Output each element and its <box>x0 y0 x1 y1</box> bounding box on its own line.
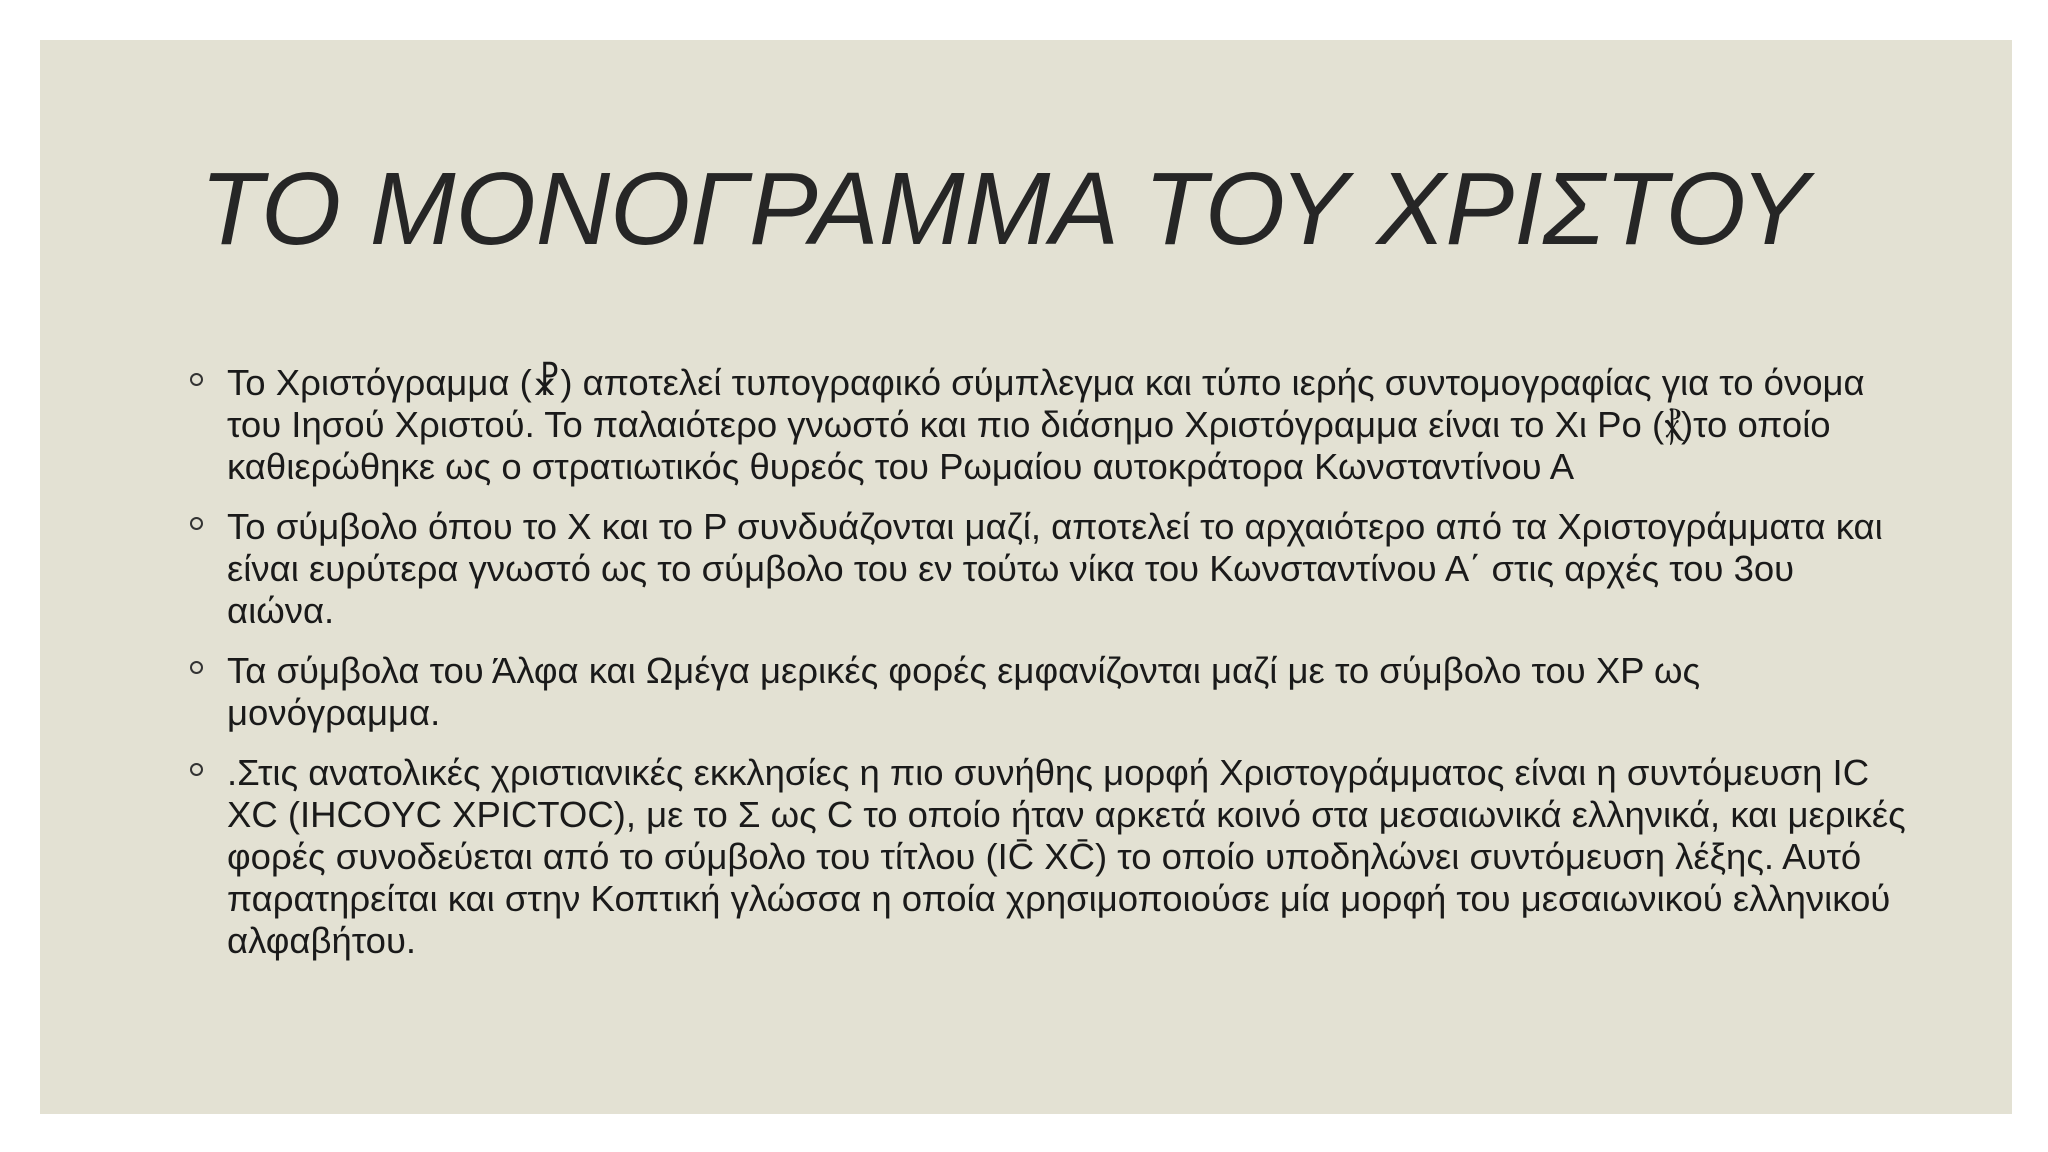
bullet-text: .Στις ανατολικές χριστιανικές εκκλησίες η πιο συνήθης μορφή Χριστογράμματος είναι η συντόμευση IC XC (IHCOYC XPICTOC), με το Σ ως C το οποίο ήταν αρκετά κοινό στα μεσαιωνικά ελληνικά, και μερικές φορές συνοδεύεται από το σύμβολο του τίτλου (IC̄ XC̄) το οποίο υποδηλώνει συντόμευση λέξης. Αυτό παρατηρείται και στην Κοπτική γλώσσα η οποία χρησιμοποιούσε μία μορφή του μεσαιωνικού ελληνικού αλφαβήτου. <box>227 752 1906 961</box>
bullet-item <box>190 362 1910 488</box>
bullet-item <box>190 506 1910 632</box>
bullet-item <box>190 752 1910 962</box>
bullet-text: Το Χριστόγραμμα (☧) αποτελεί τυπογραφικό σύμπλεγμα και τύπο ιερής συντομογραφίας για το όνομα του Ιησού Χριστού. Το παλαιότερο γνωστό και πιο διάσημο Χριστόγραμμα είναι το Χι Ρο (⳩)το οποίο καθιερώθηκε ως ο στρατιωτικός θυρεός του Ρωμαίου αυτοκράτορα Κωνσταντίνου Α <box>227 362 1865 487</box>
slide <box>40 40 2012 1114</box>
hollow-circle-bullet-icon <box>190 517 203 530</box>
bullet-list <box>190 362 1910 980</box>
bullet-text: Το σύμβολο όπου το Χ και το Ρ συνδυάζονται μαζί, αποτελεί το αρχαιότερο από τα Χριστογράμματα και είναι ευρύτερα γνωστό ως το σύμβολο του εν τούτω νίκα του Κωνσταντίνου Α΄ στις αρχές του 3ου αιώνα. <box>227 506 1883 631</box>
bullet-item <box>190 650 1910 734</box>
bullet-text: Τα σύμβολα του Άλφα και Ωμέγα μερικές φορές εμφανίζονται μαζί με το σύμβολο του ΧΡ ως μονόγραμμα. <box>227 650 1701 733</box>
hollow-circle-bullet-icon <box>190 763 203 776</box>
hollow-circle-bullet-icon <box>190 661 203 674</box>
slide-title: ΤΟ ΜΟΝΟΓΡΑΜΜΑ ΤΟΥ ΧΡΙΣΤΟΥ <box>200 151 1809 266</box>
hollow-circle-bullet-icon <box>190 373 203 386</box>
